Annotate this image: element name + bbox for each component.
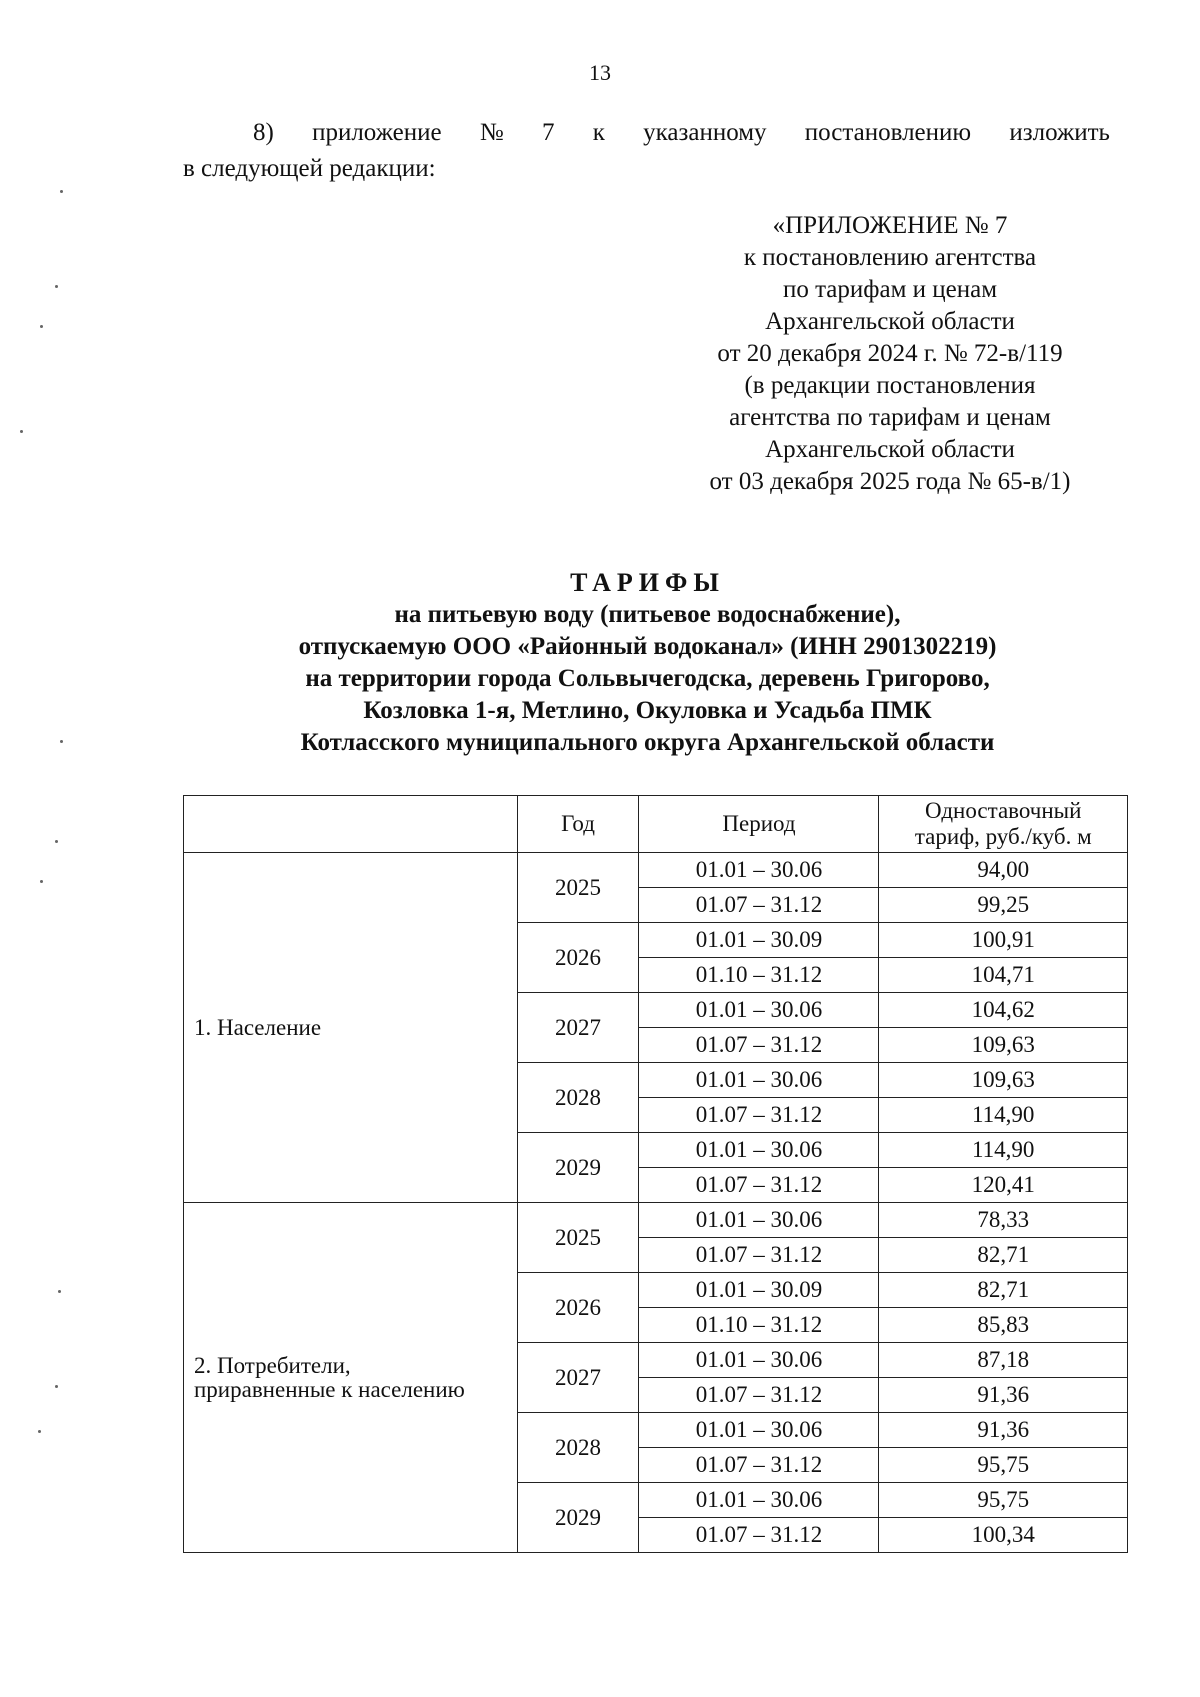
title-line: отпускаемую ООО «Районный водоканал» (ИНН 2901302219) (298, 633, 997, 660)
document-title (180, 567, 1115, 759)
consumer-group-line: приравненные к населению (194, 1376, 465, 1402)
period-cell: 01.07 – 31.12 (639, 1518, 879, 1553)
period-cell: 01.01 – 30.06 (639, 1483, 879, 1518)
header-year: Год (517, 796, 639, 853)
period-cell: 01.01 – 30.06 (639, 1063, 879, 1098)
consumer-group-label (184, 853, 518, 1203)
tariff-cell: 109,63 (879, 1028, 1128, 1063)
tariff-cell: 82,71 (879, 1273, 1128, 1308)
tariff-cell: 91,36 (879, 1413, 1128, 1448)
intro-word: 8) (253, 119, 274, 146)
header-period: Период (639, 796, 879, 853)
scan-speck (40, 880, 43, 883)
year-cell: 2029 (517, 1483, 639, 1553)
tariff-cell: 114,90 (879, 1133, 1128, 1168)
appendix-line: агентства по тарифам и ценам (729, 404, 1051, 431)
period-cell: 01.10 – 31.12 (639, 1308, 879, 1343)
appendix-line: Архангельской области (765, 436, 1015, 463)
period-cell: 01.01 – 30.06 (639, 1343, 879, 1378)
appendix-line: Архангельской области (765, 308, 1015, 335)
tariff-cell: 99,25 (879, 888, 1128, 923)
intro-line-2: в следующей редакции: (183, 155, 436, 182)
year-cell: 2027 (517, 1343, 639, 1413)
consumer-group-label (184, 1203, 518, 1553)
tariff-cell: 94,00 (879, 853, 1128, 888)
tariff-cell: 82,71 (879, 1238, 1128, 1273)
appendix-header (640, 210, 1140, 498)
intro-word: № (479, 119, 504, 146)
period-cell: 01.01 – 30.06 (639, 1203, 879, 1238)
period-cell: 01.01 – 30.06 (639, 993, 879, 1028)
scan-speck (55, 840, 58, 843)
period-cell: 01.01 – 30.06 (639, 1133, 879, 1168)
year-cell: 2025 (517, 853, 639, 923)
appendix-line: по тарифам и ценам (782, 276, 998, 303)
page-number: 13 (589, 60, 611, 85)
period-cell: 01.07 – 31.12 (639, 1238, 879, 1273)
period-cell: 01.07 – 31.12 (639, 1098, 879, 1133)
year-cell: 2026 (517, 923, 639, 993)
period-cell: 01.07 – 31.12 (639, 1028, 879, 1063)
title-line: на территории города Сольвычегодска, деревень Григорово, (305, 665, 990, 692)
appendix-line: (в редакции постановления (744, 372, 1036, 399)
intro-word: указанному (643, 119, 767, 146)
period-cell: 01.10 – 31.12 (639, 958, 879, 993)
tariff-table (183, 795, 1128, 1553)
period-cell: 01.01 – 30.09 (639, 1273, 879, 1308)
appendix-line: к постановлению агентства (743, 244, 1037, 271)
tariff-cell: 95,75 (879, 1483, 1128, 1518)
header-group-cell (184, 796, 518, 853)
tariff-cell: 91,36 (879, 1378, 1128, 1413)
intro-paragraph (183, 115, 1110, 187)
tariff-cell: 95,75 (879, 1448, 1128, 1483)
period-cell: 01.01 – 30.09 (639, 923, 879, 958)
period-cell: 01.07 – 31.12 (639, 1168, 879, 1203)
tariff-cell: 85,83 (879, 1308, 1128, 1343)
tariff-cell: 100,91 (879, 923, 1128, 958)
period-cell: 01.07 – 31.12 (639, 1448, 879, 1483)
year-cell: 2029 (517, 1133, 639, 1203)
period-cell: 01.07 – 31.12 (639, 1378, 879, 1413)
period-cell: 01.01 – 30.06 (639, 1413, 879, 1448)
scan-speck (55, 1385, 58, 1388)
intro-word: приложение (312, 119, 442, 146)
intro-word: 7 (541, 119, 555, 146)
title-line: Козловка 1-я, Метлино, Окуловка и Усадьба ПМК (363, 697, 932, 724)
tariff-cell: 104,62 (879, 993, 1128, 1028)
year-cell: 2027 (517, 993, 639, 1063)
tariff-cell: 114,90 (879, 1098, 1128, 1133)
intro-word: к (592, 119, 605, 146)
scan-speck (38, 1430, 41, 1433)
period-cell: 01.07 – 31.12 (639, 888, 879, 923)
intro-line-1 (183, 115, 1110, 151)
tariff-cell: 120,41 (879, 1168, 1128, 1203)
consumer-group-line: 1. Население (194, 1014, 322, 1040)
header-tariff-line: тариф, руб./куб. м (914, 824, 1092, 849)
header-tariff (879, 796, 1128, 853)
tariff-cell: 78,33 (879, 1203, 1128, 1238)
scan-speck (20, 430, 23, 433)
title-line: на питьевую воду (питьевое водоснабжение), (394, 601, 901, 628)
tariff-cell: 87,18 (879, 1343, 1128, 1378)
period-cell: 01.01 – 30.06 (639, 853, 879, 888)
table-header-row (184, 796, 1128, 853)
intro-word: изложить (1009, 119, 1110, 146)
tariff-cell: 104,71 (879, 958, 1128, 993)
tariff-cell: 109,63 (879, 1063, 1128, 1098)
scan-speck (60, 740, 63, 743)
scan-speck (60, 190, 63, 193)
year-cell: 2025 (517, 1203, 639, 1273)
year-cell: 2028 (517, 1063, 639, 1133)
appendix-line: «ПРИЛОЖЕНИЕ № 7 (772, 212, 1008, 239)
title-heading: ТАРИФЫ (570, 568, 725, 597)
header-tariff-line: Одноставочный (925, 798, 1082, 823)
year-cell: 2026 (517, 1273, 639, 1343)
scan-speck (40, 325, 43, 328)
scan-speck (58, 1290, 61, 1293)
scan-speck (55, 285, 58, 288)
appendix-line: от 20 декабря 2024 г. № 72-в/119 (717, 340, 1063, 367)
intro-word: постановлению (804, 119, 972, 146)
appendix-line: от 03 декабря 2025 года № 65-в/1) (709, 468, 1071, 495)
title-line: Котласского муниципального округа Архангельской области (300, 729, 995, 756)
tariff-cell: 100,34 (879, 1518, 1128, 1553)
table-row (184, 853, 1128, 888)
table-row (184, 1203, 1128, 1238)
consumer-group-line: 2. Потребители, (194, 1352, 351, 1378)
year-cell: 2028 (517, 1413, 639, 1483)
